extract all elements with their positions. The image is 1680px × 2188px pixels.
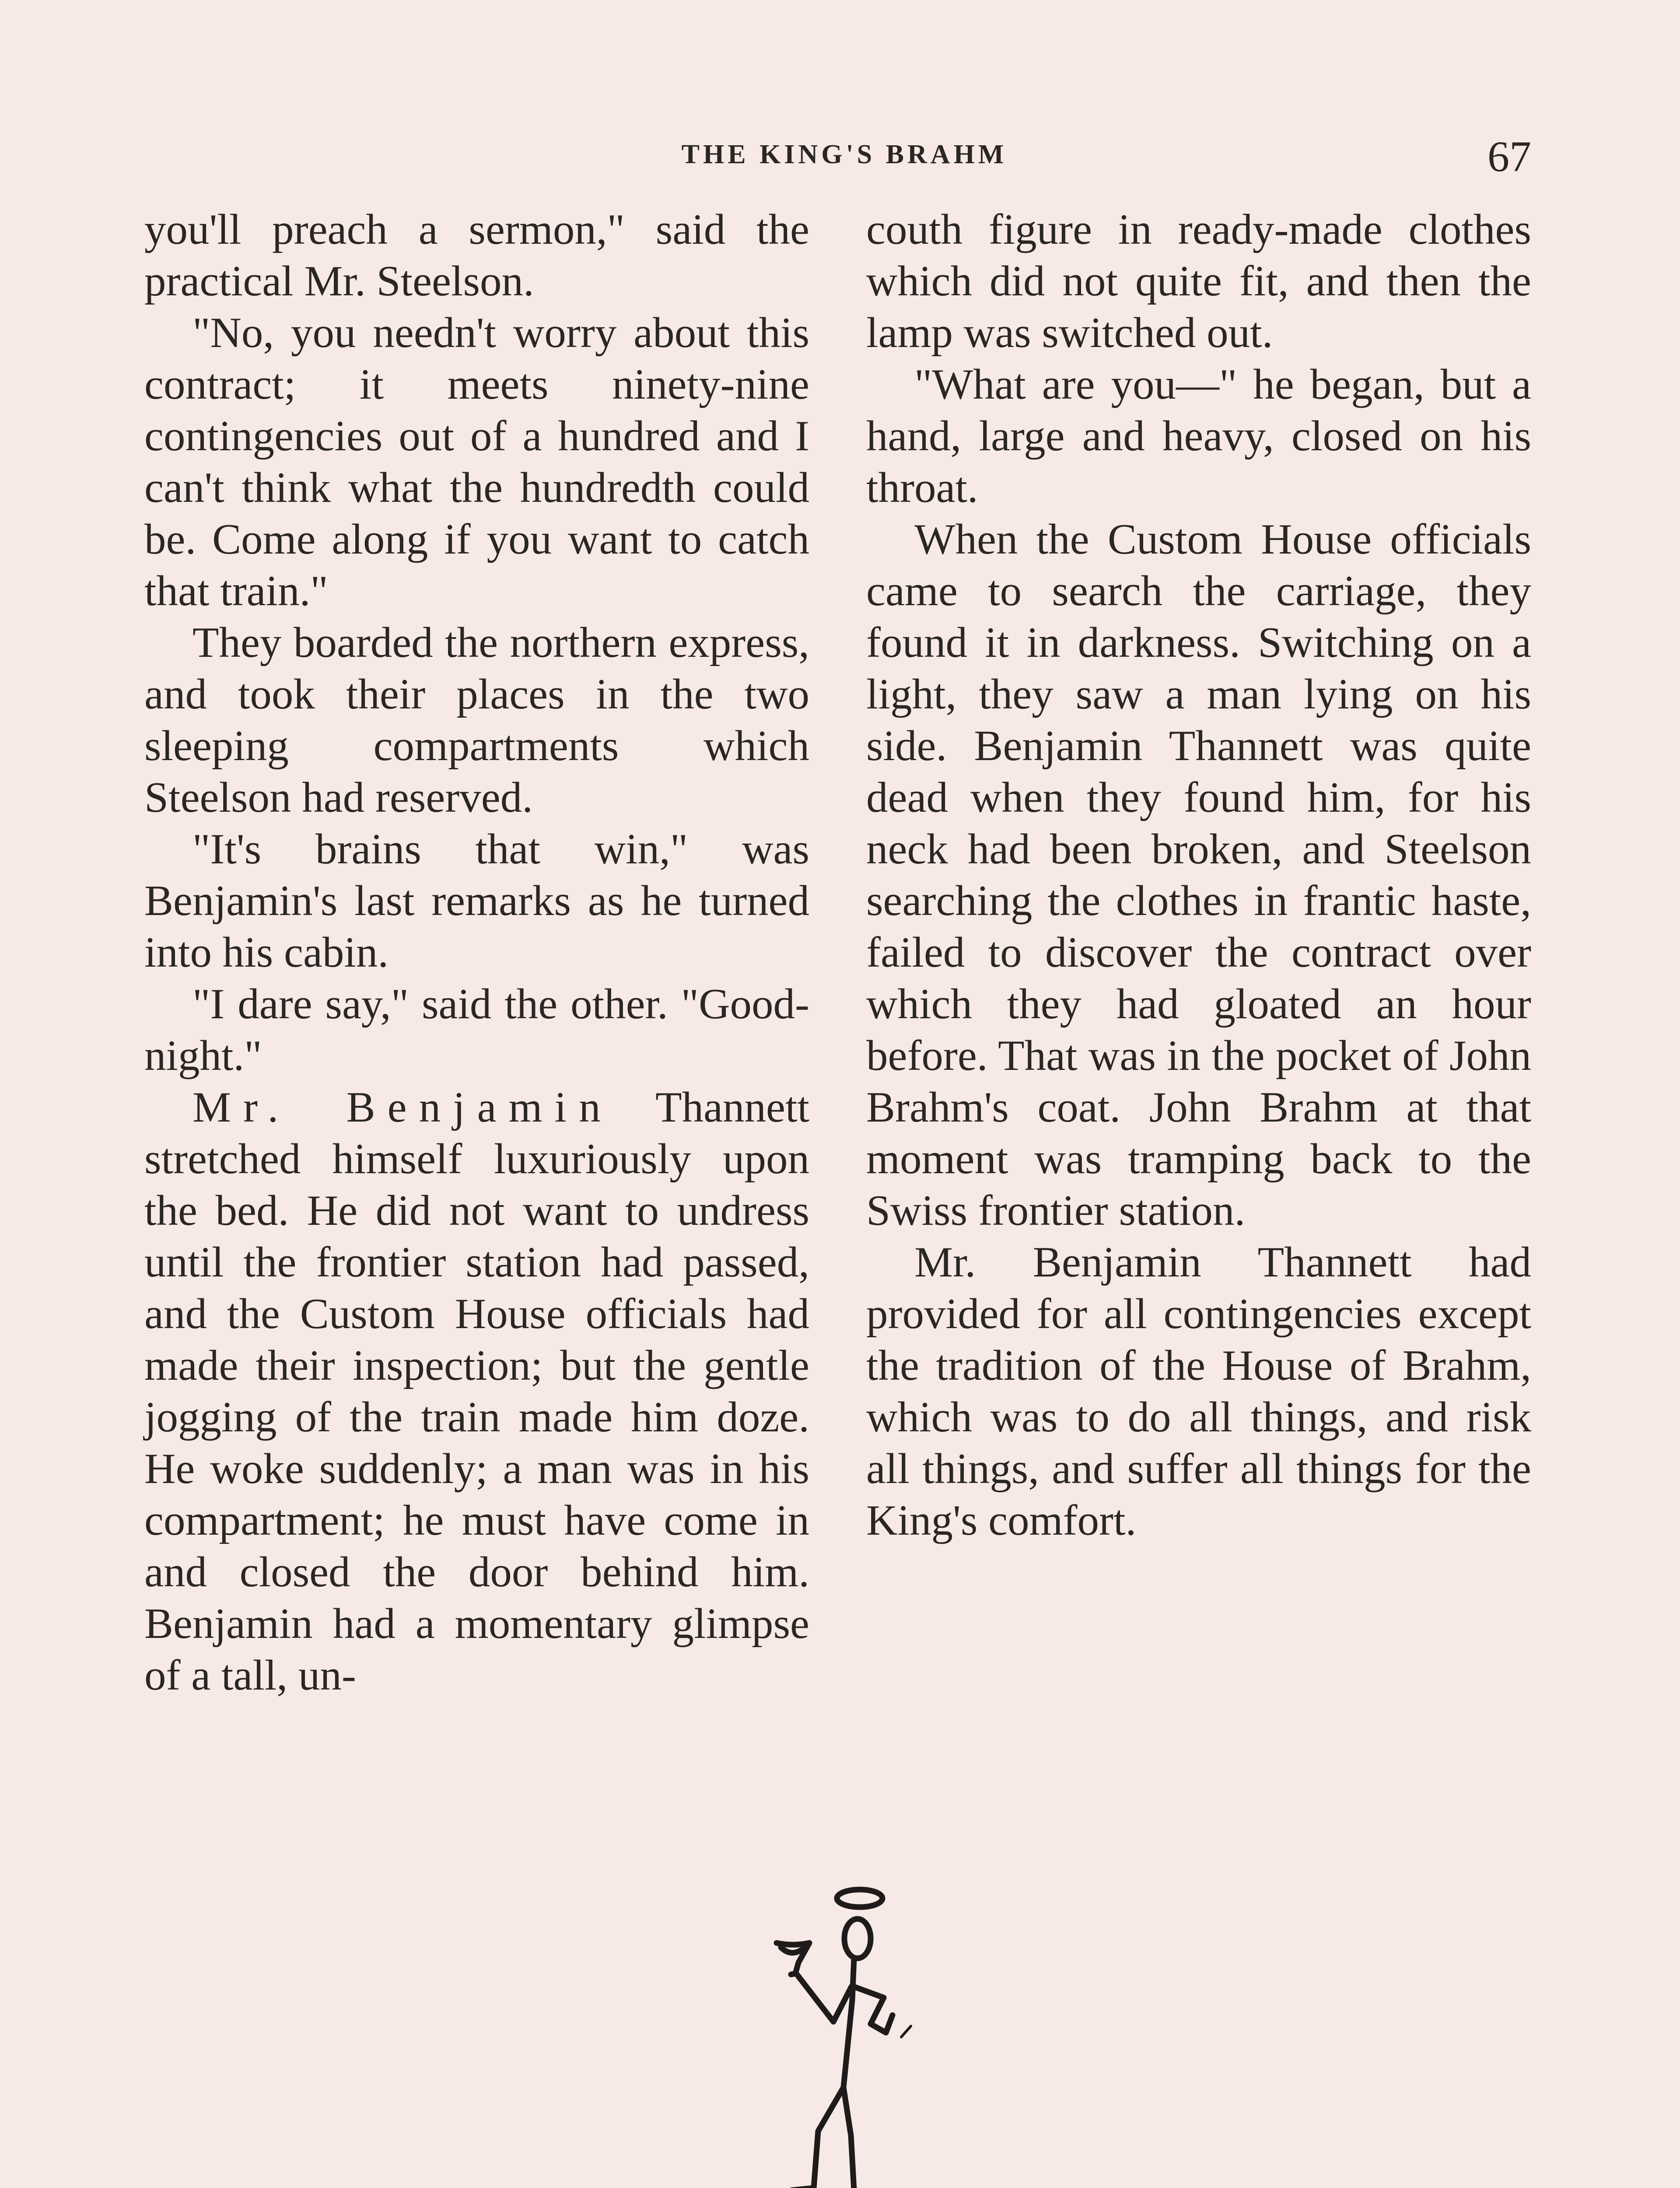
hip-arm: [854, 1987, 892, 2033]
paragraph: couth figure in ready-made clothes which did not quite fit, and then the lamp was switched out.: [866, 206, 1531, 357]
right-text-column: [866, 204, 1531, 1546]
left-text-column: [144, 204, 809, 1701]
sketch-tick: [901, 2026, 911, 2037]
torso: [844, 1958, 854, 2087]
glass-liquid: [781, 1947, 805, 1953]
paragraph: Mr. Benjamin Thannett had provided for all contingencies except the tradition of the House of Brahm, which was to do all things, and risk all things, and suffer all things for the King's comfort.: [866, 1238, 1531, 1544]
paragraph: you'll preach a sermon," said the practical Mr. Steelson.: [144, 206, 809, 305]
spaced-lead-in: Mr. Benjamin: [192, 1083, 613, 1131]
head: [844, 1919, 871, 1958]
paragraph: When the Custom House officials came to search the carriage, they found it in darkness. Switching on a light, they saw a man lying on his side. Benjamin Thannett was quite dead when they found him, for his neck had been broken, and Steelson searching the clothes in frantic haste, failed to discover the contract over which they had gloated an hour before. That was in the pocket of John Brahm's coat. John Brahm at that moment was tramping back to the Swiss frontier station.: [866, 515, 1531, 1234]
paragraph: "What are you—" he began, but a hand, large and heavy, closed on his throat.: [866, 361, 1531, 512]
paragraph: "I dare say," said the other. "Good-night.": [144, 980, 809, 1080]
halo: [837, 1890, 882, 1907]
paragraph: They boarded the northern express, and took their places in the two sleeping compartments which Steelson had reserved.: [144, 619, 809, 821]
right-leg: [844, 2087, 854, 2188]
paragraph: "It's brains that win," was Benjamin's last remarks as he turned into his cabin.: [144, 825, 809, 976]
raised-arm: [796, 1974, 851, 2022]
left-leg: [814, 2087, 844, 2188]
stick-figure-drawing: [739, 1882, 941, 2188]
saint-figure-icon: [739, 1882, 941, 2188]
paragraph: [144, 1082, 809, 1701]
paragraph: "No, you needn't worry about this contract; it meets ninety-nine contingencies out of a hundred and I can't think what the hundredth could be. Come along if you want to catch that train.": [144, 309, 809, 615]
page-number: 67: [1488, 132, 1531, 181]
running-title: THE KING'S BRAHM: [681, 140, 1008, 169]
paragraph-text: Thannett stretched himself luxuriously upon the bed. He did not want to undress until the frontier station had passed, and the Custom House officials had made their inspection; but the gentle jogging of the train made him doze. He woke suddenly; a man was in his compartment; he must have come in and closed the door behind him. Benjamin had a momentary glimpse of a tall, un-: [144, 1083, 810, 1699]
